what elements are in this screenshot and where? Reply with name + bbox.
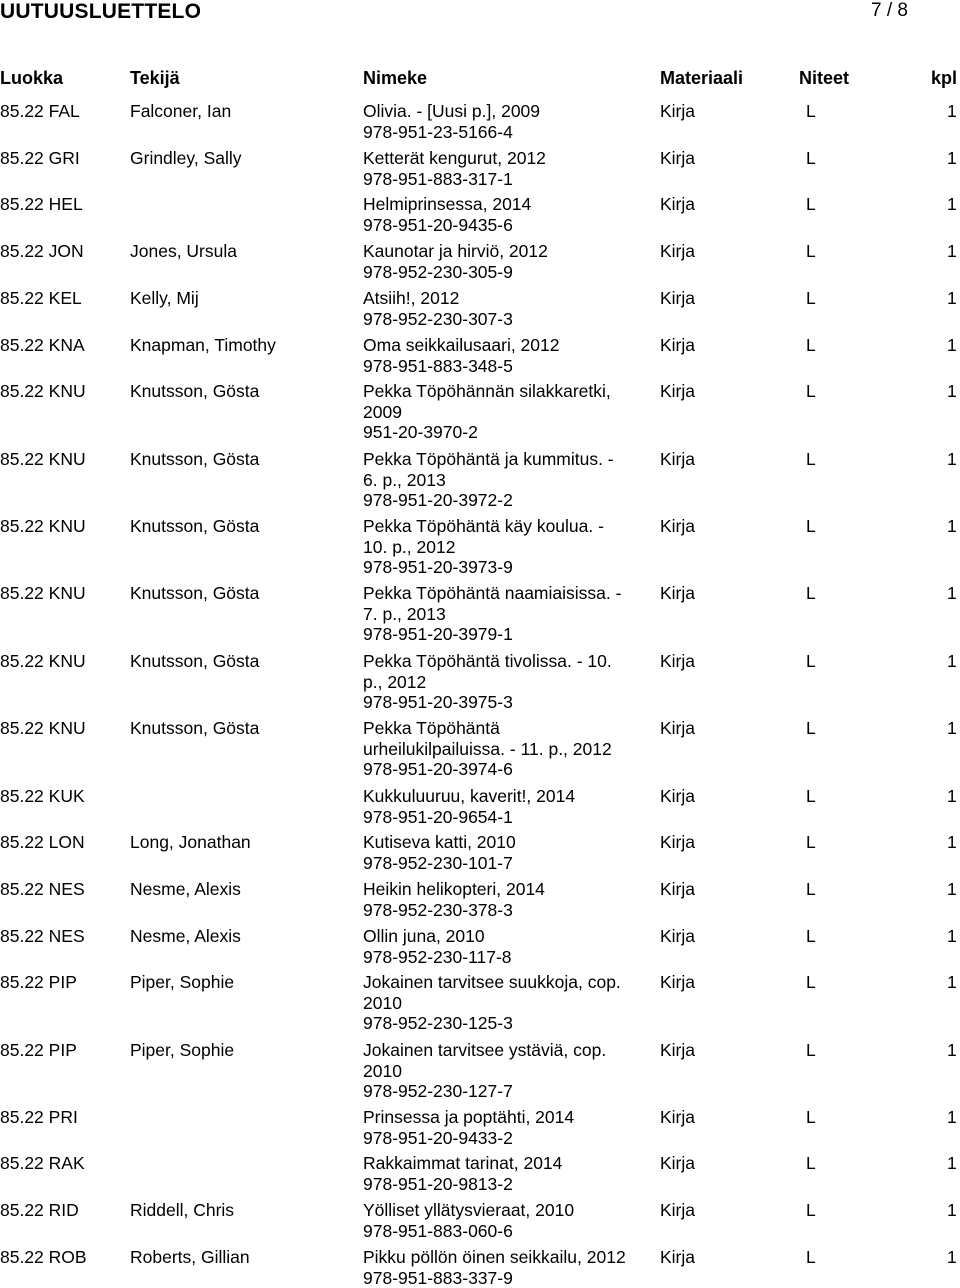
class-code: 85.22 JON: [0, 241, 84, 262]
count: 1: [947, 516, 957, 537]
count: 1: [947, 972, 957, 993]
author: Jones, Ursula: [130, 241, 237, 262]
author: Knutsson, Gösta: [130, 718, 259, 739]
count: 1: [947, 832, 957, 853]
author: Roberts, Gillian: [130, 1247, 250, 1268]
title-line: 2009: [363, 402, 648, 423]
copies-type: L: [806, 1247, 816, 1268]
isbn: 978-951-20-3974-6: [363, 759, 648, 780]
title-line: Prinsessa ja poptähti, 2014: [363, 1107, 648, 1128]
class-code: 85.22 HEL: [0, 194, 83, 215]
class-code: 85.22 RID: [0, 1200, 79, 1221]
title-line: Kaunotar ja hirviö, 2012: [363, 241, 648, 262]
title-line: Pekka Töpöhäntä naamiaisissa. -: [363, 583, 648, 604]
title-block: [363, 1247, 648, 1288]
copies-type: L: [806, 879, 816, 900]
isbn: 978-951-20-3972-2: [363, 490, 648, 511]
title-block: [363, 583, 648, 645]
title-line: Ketterät kengurut, 2012: [363, 148, 648, 169]
count: 1: [947, 1153, 957, 1174]
title-block: [363, 241, 648, 282]
material: Kirja: [660, 1107, 695, 1128]
copies-type: L: [806, 381, 816, 402]
isbn: 978-951-883-348-5: [363, 356, 648, 377]
class-code: 85.22 KNA: [0, 335, 85, 356]
title-block: [363, 832, 648, 873]
author: Knutsson, Gösta: [130, 516, 259, 537]
title-line: p., 2012: [363, 672, 648, 693]
title-line: Yölliset yllätysvieraat, 2010: [363, 1200, 648, 1221]
author: Kelly, Mij: [130, 288, 199, 309]
material: Kirja: [660, 101, 695, 122]
count: 1: [947, 1107, 957, 1128]
class-code: 85.22 KNU: [0, 651, 86, 672]
class-code: 85.22 PIP: [0, 972, 77, 993]
author: Knutsson, Gösta: [130, 651, 259, 672]
class-code: 85.22 KNU: [0, 583, 86, 604]
copies-type: L: [806, 1040, 816, 1061]
author: Long, Jonathan: [130, 832, 251, 853]
title-line: Atsiih!, 2012: [363, 288, 648, 309]
copies-type: L: [806, 449, 816, 470]
isbn: 978-952-230-127-7: [363, 1081, 648, 1102]
title-line: urheilukilpailuissa. - 11. p., 2012: [363, 739, 648, 760]
material: Kirja: [660, 1040, 695, 1061]
material: Kirja: [660, 879, 695, 900]
isbn: 978-952-230-117-8: [363, 947, 648, 968]
title-block: [363, 651, 648, 713]
title-line: Pekka Töpöhäntä tivolissa. - 10.: [363, 651, 648, 672]
count: 1: [947, 381, 957, 402]
copies-type: L: [806, 651, 816, 672]
class-code: 85.22 ROB: [0, 1247, 87, 1268]
copies-type: L: [806, 516, 816, 537]
title-block: [363, 718, 648, 780]
count: 1: [947, 651, 957, 672]
count: 1: [947, 101, 957, 122]
title-block: [363, 381, 648, 443]
count: 1: [947, 335, 957, 356]
class-code: 85.22 KEL: [0, 288, 82, 309]
class-code: 85.22 KNU: [0, 718, 86, 739]
page-number: 7 / 8: [871, 0, 908, 22]
column-header-kpl: kpl: [931, 68, 957, 89]
count: 1: [947, 1200, 957, 1221]
title-block: [363, 1153, 648, 1194]
title-line: Jokainen tarvitsee suukkoja, cop.: [363, 972, 648, 993]
material: Kirja: [660, 832, 695, 853]
title-block: [363, 1040, 648, 1102]
material: Kirja: [660, 926, 695, 947]
copies-type: L: [806, 583, 816, 604]
title-block: [363, 335, 648, 376]
class-code: 85.22 GRI: [0, 148, 80, 169]
page-title: UUTUUSLUETTELO: [0, 0, 201, 24]
isbn: 978-951-20-3973-9: [363, 557, 648, 578]
class-code: 85.22 KNU: [0, 381, 86, 402]
copies-type: L: [806, 926, 816, 947]
material: Kirja: [660, 651, 695, 672]
copies-type: L: [806, 148, 816, 169]
title-line: Ollin juna, 2010: [363, 926, 648, 947]
count: 1: [947, 1040, 957, 1061]
title-line: Rakkaimmat tarinat, 2014: [363, 1153, 648, 1174]
title-line: Kukkuluuruu, kaverit!, 2014: [363, 786, 648, 807]
isbn: 978-952-230-307-3: [363, 309, 648, 330]
title-line: 10. p., 2012: [363, 537, 648, 558]
copies-type: L: [806, 1153, 816, 1174]
title-line: 6. p., 2013: [363, 470, 648, 491]
title-block: [363, 926, 648, 967]
author: Knutsson, Gösta: [130, 449, 259, 470]
isbn: 978-951-20-9654-1: [363, 807, 648, 828]
material: Kirja: [660, 1247, 695, 1268]
copies-type: L: [806, 1200, 816, 1221]
copies-type: L: [806, 972, 816, 993]
author: Knutsson, Gösta: [130, 583, 259, 604]
title-line: Helmiprinsessa, 2014: [363, 194, 648, 215]
author: Falconer, Ian: [130, 101, 231, 122]
copies-type: L: [806, 101, 816, 122]
class-code: 85.22 PRI: [0, 1107, 78, 1128]
title-line: Jokainen tarvitsee ystäviä, cop.: [363, 1040, 648, 1061]
class-code: 85.22 NES: [0, 926, 85, 947]
material: Kirja: [660, 288, 695, 309]
class-code: 85.22 FAL: [0, 101, 80, 122]
count: 1: [947, 926, 957, 947]
material: Kirja: [660, 241, 695, 262]
isbn: 978-951-20-9433-2: [363, 1128, 648, 1149]
material: Kirja: [660, 718, 695, 739]
isbn: 978-951-20-9435-6: [363, 215, 648, 236]
material: Kirja: [660, 449, 695, 470]
isbn: 978-951-883-060-6: [363, 1221, 648, 1242]
title-block: [363, 101, 648, 142]
title-block: [363, 1107, 648, 1148]
title-line: Pekka Töpöhäntä ja kummitus. -: [363, 449, 648, 470]
count: 1: [947, 786, 957, 807]
material: Kirja: [660, 335, 695, 356]
material: Kirja: [660, 381, 695, 402]
count: 1: [947, 583, 957, 604]
author: Piper, Sophie: [130, 1040, 234, 1061]
title-block: [363, 516, 648, 578]
title-block: [363, 786, 648, 827]
isbn: 978-952-230-101-7: [363, 853, 648, 874]
isbn: 978-951-20-9813-2: [363, 1174, 648, 1195]
title-line: Pekka Töpöhäntä: [363, 718, 648, 739]
material: Kirja: [660, 972, 695, 993]
title-block: [363, 288, 648, 329]
isbn: 978-951-23-5166-4: [363, 122, 648, 143]
material: Kirja: [660, 583, 695, 604]
material: Kirja: [660, 516, 695, 537]
author: Knapman, Timothy: [130, 335, 276, 356]
copies-type: L: [806, 288, 816, 309]
class-code: 85.22 KUK: [0, 786, 85, 807]
copies-type: L: [806, 241, 816, 262]
author: Knutsson, Gösta: [130, 381, 259, 402]
isbn: 978-952-230-378-3: [363, 900, 648, 921]
title-block: [363, 879, 648, 920]
material: Kirja: [660, 1200, 695, 1221]
count: 1: [947, 1247, 957, 1268]
title-line: Kutiseva katti, 2010: [363, 832, 648, 853]
column-header-nimeke: Nimeke: [363, 68, 427, 89]
class-code: 85.22 RAK: [0, 1153, 85, 1174]
class-code: 85.22 PIP: [0, 1040, 77, 1061]
author: Nesme, Alexis: [130, 926, 241, 947]
title-block: [363, 1200, 648, 1241]
title-line: Heikin helikopteri, 2014: [363, 879, 648, 900]
title-line: Pekka Töpöhäntä käy koulua. -: [363, 516, 648, 537]
class-code: 85.22 KNU: [0, 449, 86, 470]
title-line: Pikku pöllön öinen seikkailu, 2012: [363, 1247, 648, 1268]
author: Riddell, Chris: [130, 1200, 234, 1221]
isbn: 978-951-883-337-9: [363, 1268, 648, 1288]
title-block: [363, 194, 648, 235]
copies-type: L: [806, 832, 816, 853]
copies-type: L: [806, 335, 816, 356]
title-line: Oma seikkailusaari, 2012: [363, 335, 648, 356]
count: 1: [947, 879, 957, 900]
author: Grindley, Sally: [130, 148, 242, 169]
author: Nesme, Alexis: [130, 879, 241, 900]
title-line: Olivia. - [Uusi p.], 2009: [363, 101, 648, 122]
title-block: [363, 148, 648, 189]
author: Piper, Sophie: [130, 972, 234, 993]
count: 1: [947, 449, 957, 470]
isbn: 978-952-230-125-3: [363, 1013, 648, 1034]
class-code: 85.22 LON: [0, 832, 85, 853]
class-code: 85.22 NES: [0, 879, 85, 900]
copies-type: L: [806, 1107, 816, 1128]
isbn: 951-20-3970-2: [363, 422, 648, 443]
count: 1: [947, 194, 957, 215]
title-line: Pekka Töpöhännän silakkaretki,: [363, 381, 648, 402]
class-code: 85.22 KNU: [0, 516, 86, 537]
title-block: [363, 972, 648, 1034]
count: 1: [947, 288, 957, 309]
column-header-luokka: Luokka: [0, 68, 63, 89]
copies-type: L: [806, 194, 816, 215]
column-header-niteet: Niteet: [799, 68, 849, 89]
title-line: 7. p., 2013: [363, 604, 648, 625]
isbn: 978-951-20-3979-1: [363, 624, 648, 645]
material: Kirja: [660, 148, 695, 169]
column-header-tekija: Tekijä: [130, 68, 180, 89]
title-block: [363, 449, 648, 511]
isbn: 978-951-20-3975-3: [363, 692, 648, 713]
title-line: 2010: [363, 1061, 648, 1082]
material: Kirja: [660, 194, 695, 215]
count: 1: [947, 241, 957, 262]
column-header-materiaali: Materiaali: [660, 68, 743, 89]
count: 1: [947, 148, 957, 169]
material: Kirja: [660, 786, 695, 807]
copies-type: L: [806, 718, 816, 739]
title-line: 2010: [363, 993, 648, 1014]
material: Kirja: [660, 1153, 695, 1174]
isbn: 978-952-230-305-9: [363, 262, 648, 283]
copies-type: L: [806, 786, 816, 807]
count: 1: [947, 718, 957, 739]
isbn: 978-951-883-317-1: [363, 169, 648, 190]
